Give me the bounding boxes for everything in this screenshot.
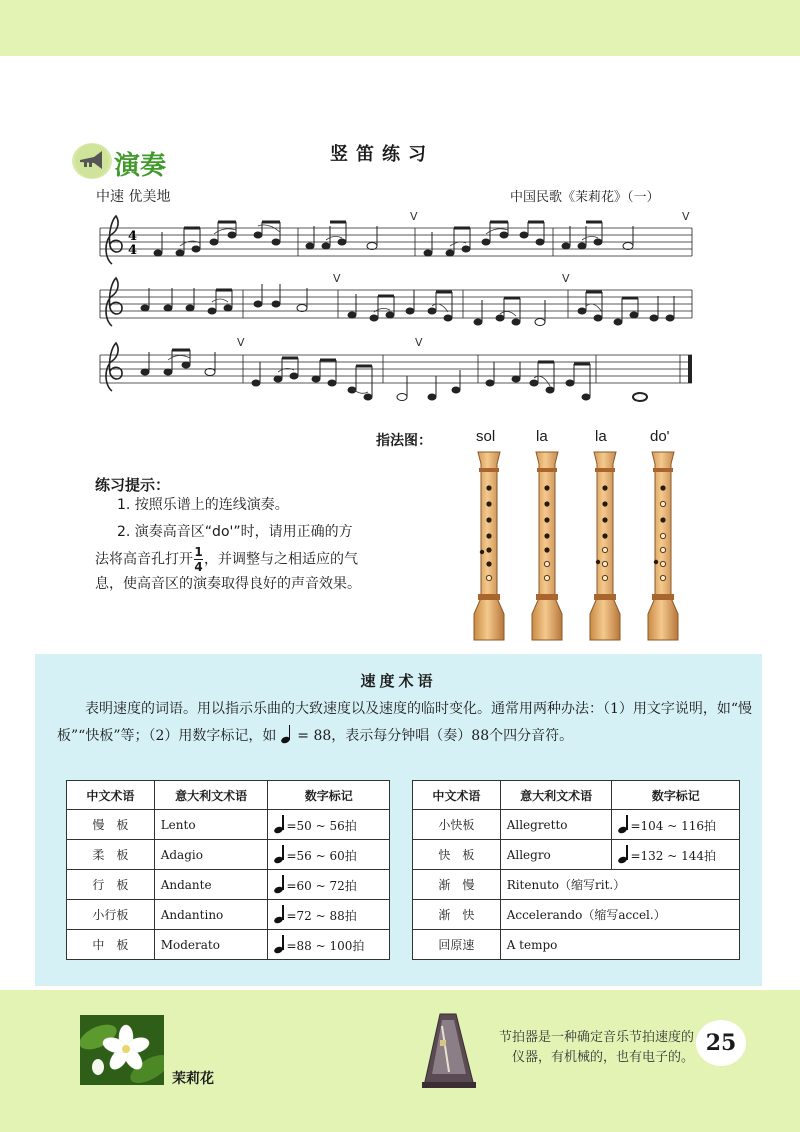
- term-it: Accelerando（缩写accel.）: [500, 900, 739, 930]
- note-name-sol: sol: [476, 428, 496, 445]
- note-name-do-high: do': [650, 428, 670, 445]
- term-mark: =88 ~ 100拍: [268, 930, 390, 960]
- table-header-row: [67, 781, 390, 810]
- term-it: Andante: [154, 870, 268, 900]
- term-cn: 中 板: [67, 930, 155, 960]
- svg-text:V: V: [333, 272, 341, 285]
- jasmine-flower-photo: [80, 1015, 164, 1085]
- recorder-icon-2: [532, 452, 562, 640]
- table-row: [413, 900, 740, 930]
- tip-item-2-line-2: 法将高音孔打开 $\frac{1}{4}$ ，并调整与之相适应的气: [95, 545, 358, 574]
- tempo-terms-description: 表明速度的词语。用以指示乐曲的大致速度以及速度的临时变化。通常用两种办法：（1）用文字说明，如“慢板”“快板”等；（2）用数字标记，如 = 88，表示每分钟唱（奏）88个四分音符。: [57, 701, 753, 744]
- tip-item-2-line-1: 2. 演奏高音区“do'”时，请用正确的方: [117, 524, 353, 540]
- table-row: [67, 840, 390, 870]
- svg-text:V: V: [237, 336, 245, 349]
- term-mark: =104 ~ 116拍: [612, 810, 740, 840]
- recorder-icon-4: [648, 452, 678, 640]
- quarter-note-icon: [281, 725, 293, 743]
- term-it: Adagio: [154, 840, 268, 870]
- header-chinese-term: 中文术语: [413, 781, 501, 810]
- note-name-la: la: [595, 428, 607, 445]
- term-it: Allegretto: [500, 810, 612, 840]
- term-it: Lento: [154, 810, 268, 840]
- term-it: Ritenuto（缩写rit.）: [500, 870, 739, 900]
- tempo-table-right: [412, 780, 740, 960]
- header-numeric-mark: 数字标记: [612, 781, 740, 810]
- term-it: Moderato: [154, 930, 268, 960]
- header-numeric-mark: 数字标记: [268, 781, 390, 810]
- tempo-marking: 中速 优美地: [96, 189, 171, 205]
- header-chinese-term: 中文术语: [67, 781, 155, 810]
- piece-title: 竖笛练习: [330, 144, 434, 165]
- tip-item-2-line-3: 息，使高音区的演奏取得良好的声音效果。: [95, 576, 361, 592]
- term-it: Andantino: [154, 900, 268, 930]
- staff-1: [100, 228, 692, 256]
- quarter-note-icon: [274, 905, 286, 923]
- recorder-icon-1: [474, 452, 504, 640]
- term-mark: =56 ~ 60拍: [268, 840, 390, 870]
- staff-3: [100, 355, 692, 383]
- term-cn: 快 板: [413, 840, 501, 870]
- quarter-note-icon: [274, 815, 286, 833]
- term-cn: 慢 板: [67, 810, 155, 840]
- recorder-icon-3: [590, 452, 620, 640]
- section-label: 演奏: [114, 151, 167, 181]
- table-row: [67, 870, 390, 900]
- term-mark: =132 ~ 144拍: [612, 840, 740, 870]
- tempo-table-left: [66, 780, 390, 960]
- piece-source: 中国民歌《茉莉花》（一）: [510, 190, 660, 205]
- metronome-icon: [418, 1012, 480, 1088]
- metronome-caption: 节拍器是一种确定音乐节拍速度的仪器，有机械的，也有电子的。: [498, 1030, 694, 1065]
- table-row: [67, 930, 390, 960]
- term-mark: =72 ~ 88拍: [268, 900, 390, 930]
- table-row: [413, 840, 740, 870]
- svg-text:4: 4: [128, 229, 138, 244]
- term-mark: =50 ~ 56拍: [268, 810, 390, 840]
- note-name-la-low: la: [536, 428, 548, 445]
- term-mark: =60 ~ 72拍: [268, 870, 390, 900]
- svg-text:4: 4: [128, 243, 138, 258]
- section-tag: [72, 143, 212, 179]
- trumpet-icon: [72, 143, 112, 179]
- flower-label: 茉莉花: [172, 1071, 214, 1087]
- term-cn: 小快板: [413, 810, 501, 840]
- term-cn: 渐 快: [413, 900, 501, 930]
- top-band: [0, 0, 800, 56]
- tip-item-1: 1. 按照乐谱上的连线演奏。: [117, 497, 289, 513]
- header-italian-term: 意大利文术语: [500, 781, 612, 810]
- svg-text:V: V: [415, 336, 423, 349]
- term-it: Allegro: [500, 840, 612, 870]
- svg-text:V: V: [682, 210, 690, 223]
- table-row: [413, 870, 740, 900]
- quarter-note-icon: [274, 875, 286, 893]
- tips-title: 练习提示：: [95, 476, 171, 494]
- quarter-note-icon: [618, 815, 630, 833]
- table-row: [413, 810, 740, 840]
- fingering-label: 指法图：: [376, 433, 432, 449]
- recorder-fingering-chart: [460, 448, 690, 648]
- fraction-one-quarter: $\frac{1}{4}$: [194, 545, 203, 574]
- term-cn: 小行板: [67, 900, 155, 930]
- term-cn: 行 板: [67, 870, 155, 900]
- term-cn: 柔 板: [67, 840, 155, 870]
- table-row: [413, 930, 740, 960]
- music-score: [0, 200, 800, 420]
- staff-2: [100, 290, 692, 318]
- quarter-note-icon: [274, 845, 286, 863]
- term-it: A tempo: [500, 930, 739, 960]
- quarter-note-icon: [618, 845, 630, 863]
- table-header-row: [413, 781, 740, 810]
- header-italian-term: 意大利文术语: [154, 781, 268, 810]
- svg-text:V: V: [410, 210, 418, 223]
- page-number: 25: [696, 1020, 746, 1066]
- quarter-note-icon: [274, 935, 286, 953]
- tempo-terms-title: 速度术语: [360, 672, 437, 690]
- table-row: [67, 810, 390, 840]
- term-cn: 回原速: [413, 930, 501, 960]
- table-row: [67, 900, 390, 930]
- term-cn: 渐 慢: [413, 870, 501, 900]
- svg-text:V: V: [562, 272, 570, 285]
